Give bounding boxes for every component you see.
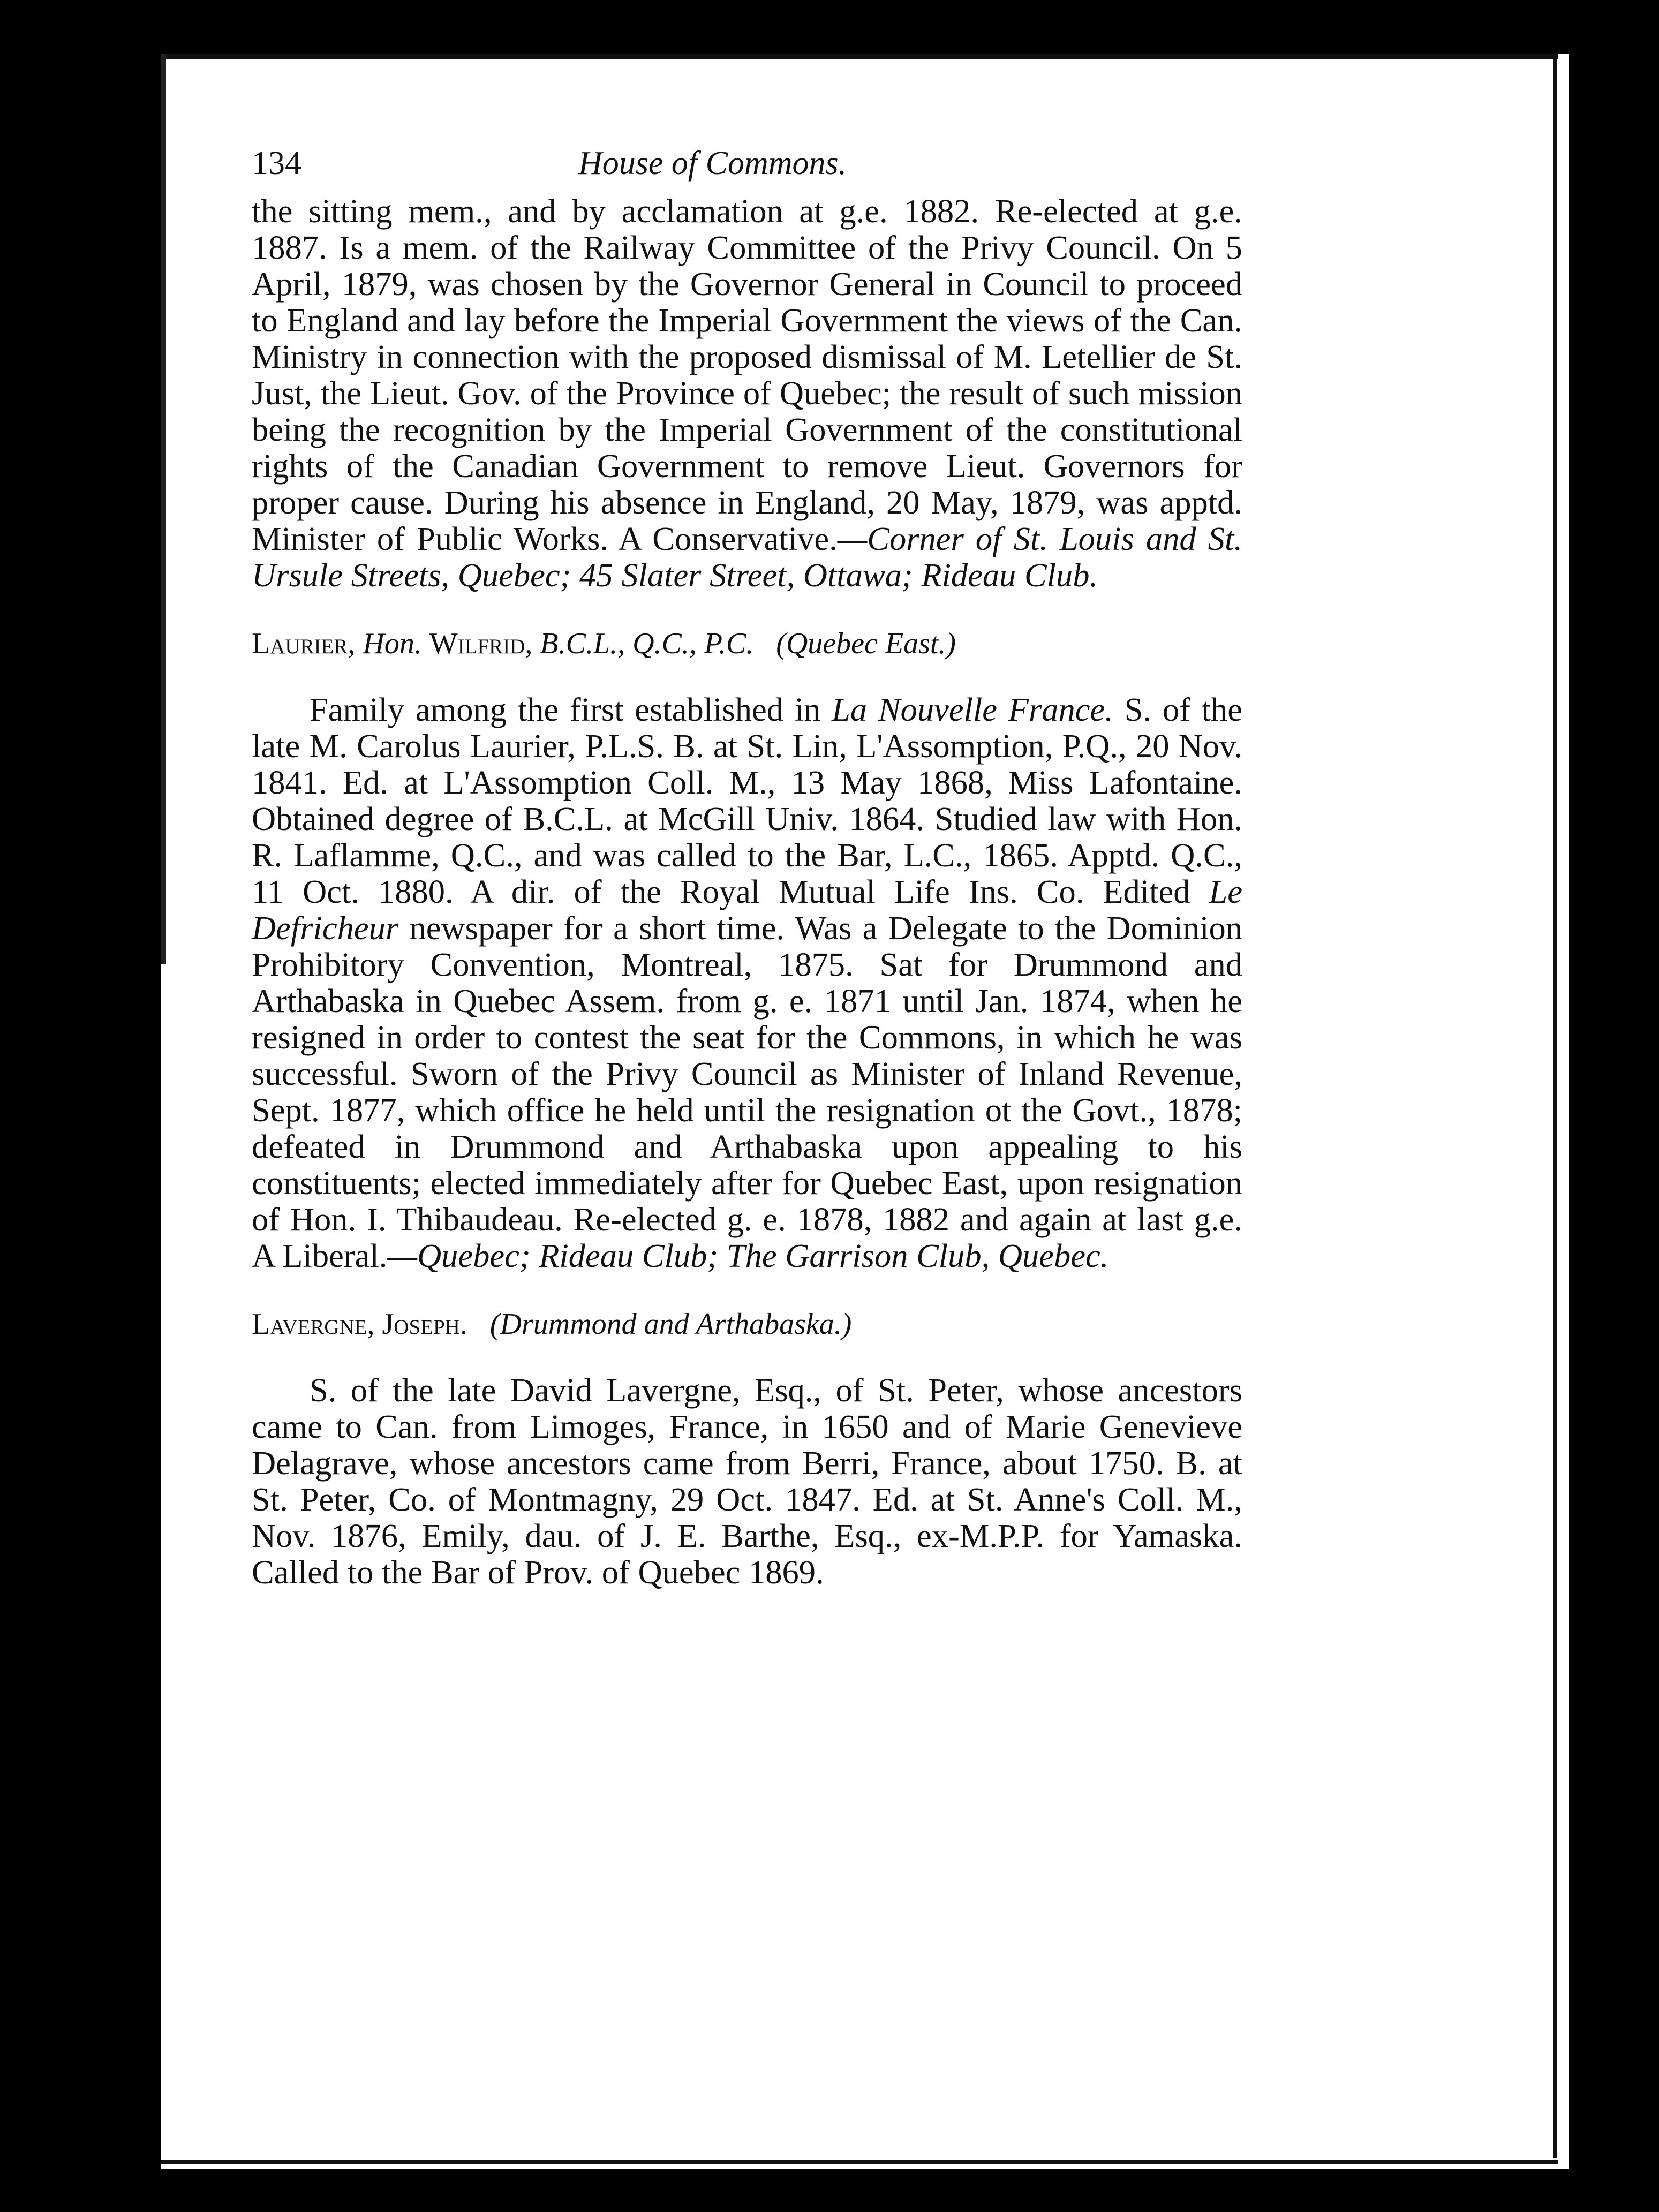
entry-italic-2: Le Defricheur [252, 873, 1242, 947]
entry-address: —Quebec; Rideau Club; The Garrison Club, Quebec. [387, 1237, 1109, 1274]
page-edge-right [1553, 54, 1557, 2158]
entry-given-name: Wilfrid, [429, 627, 533, 660]
page-edge-top [161, 54, 1558, 59]
entry-text-2: S. of the late M. Carolus Laurier, P.L.S. B. at St. Lin, L'Assomption, P.Q., 20 Nov. 1841. Ed. at L'Assomption Coll. M., 13 May 1868, Miss Lafontaine. Obtained degree of B.C.L. at McGill Univ. 1864. Studied law with Hon. R. Laflamme, Q.C., and was called to the Bar, L.C., 1865. Apptd. Q.C., 11 Oct. 1880. A dir. of the Royal Mutual Life Ins. Co. Edited [252, 691, 1242, 910]
entry-italic-1: La Nouvelle France. [832, 691, 1113, 728]
entry-constituency: (Drummond and Arthabaska.) [489, 1308, 852, 1341]
continuation-text: the sitting mem., and by acclamation at g.e. 1882. Re-elected at g.e. 1887. Is a mem. of the Railway Committee of the Privy Council. On 5 April, 1879, was chosen by the Governor General in Council to proceed to England and lay before the Imperial Government the views of the Can. Ministry in connection with the proposed dismissal of M. Letellier de St. Just, the Lieut. Gov. of the Province of Quebec; the result of such mission being the recognition by the Imperial Government of the constitutional rights of the Canadian Government to remove Lieut. Governors for proper cause. During his absence in England, 20 May, 1879, was apptd. Minister of Public Works. A Conservative. [252, 192, 1242, 557]
entry-honorific: Hon. [363, 627, 422, 660]
page-edge-left [161, 54, 166, 964]
entry-heading-lavergne [252, 1306, 1242, 1342]
page-number: 134 [252, 145, 301, 182]
entry-surname: Lavergne, [252, 1308, 375, 1341]
entry-given-name: Joseph. [382, 1308, 467, 1341]
entry-text: S. of the late David Lavergne, Esq., of St. Peter, whose ancestors came to Can. from Limoges, France, in 1650 and of Marie Genevieve Delagrave, whose ancestors came from Berri, France, about 1750. B. at St. Peter, Co. of Montmagny, 29 Oct. 1847. Ed. at St. Anne's Coll. M., Nov. 1876, Emily, dau. of J. E. Barthe, Esq., ex-M.P.P. for Yamaska. Called to the Bar of Prov. of Quebec 1869. [252, 1371, 1242, 1591]
entry-body-lavergne [252, 1372, 1242, 1590]
page-edge-bottom [161, 2160, 1558, 2164]
entry-credentials: B.C.L., Q.C., P.C. [540, 627, 754, 660]
continuation-address: —Corner of St. Louis and St. Ursule Streets, Quebec; 45 Slater Street, Ottawa; Rideau Club. [252, 520, 1242, 594]
entry-body-laurier [252, 691, 1242, 1274]
entry-text-3: newspaper for a short time. Was a Delegate to the Dominion Prohibitory Convention, Montreal, 1875. Sat for Drummond and Arthabaska in Quebec Assem. from g. e. 1871 until Jan. 1874, when he resigned in order to contest the seat for the Commons, in which he was successful. Sworn of the Privy Council as Minister of Inland Revenue, Sept. 1877, which office he held until the resignation ot the Govt., 1878; defeated in Drummond and Arthabaska upon appealing to his constituents; elected immediately after for Quebec East, upon resignation of Hon. I. Thibaudeau. Re-elected g. e. 1878, 1882 and again at last g.e. A Liberal. [252, 909, 1242, 1274]
running-title: House of Commons. [578, 145, 847, 182]
running-head [252, 134, 1242, 193]
continuation-paragraph [252, 193, 1242, 593]
entry-surname: Laurier, [252, 627, 356, 660]
entry-heading-laurier [252, 625, 1242, 662]
page-content [252, 134, 1242, 1590]
entry-constituency: (Quebec East.) [776, 627, 956, 660]
entry-text-1: Family among the first established in [310, 691, 821, 728]
